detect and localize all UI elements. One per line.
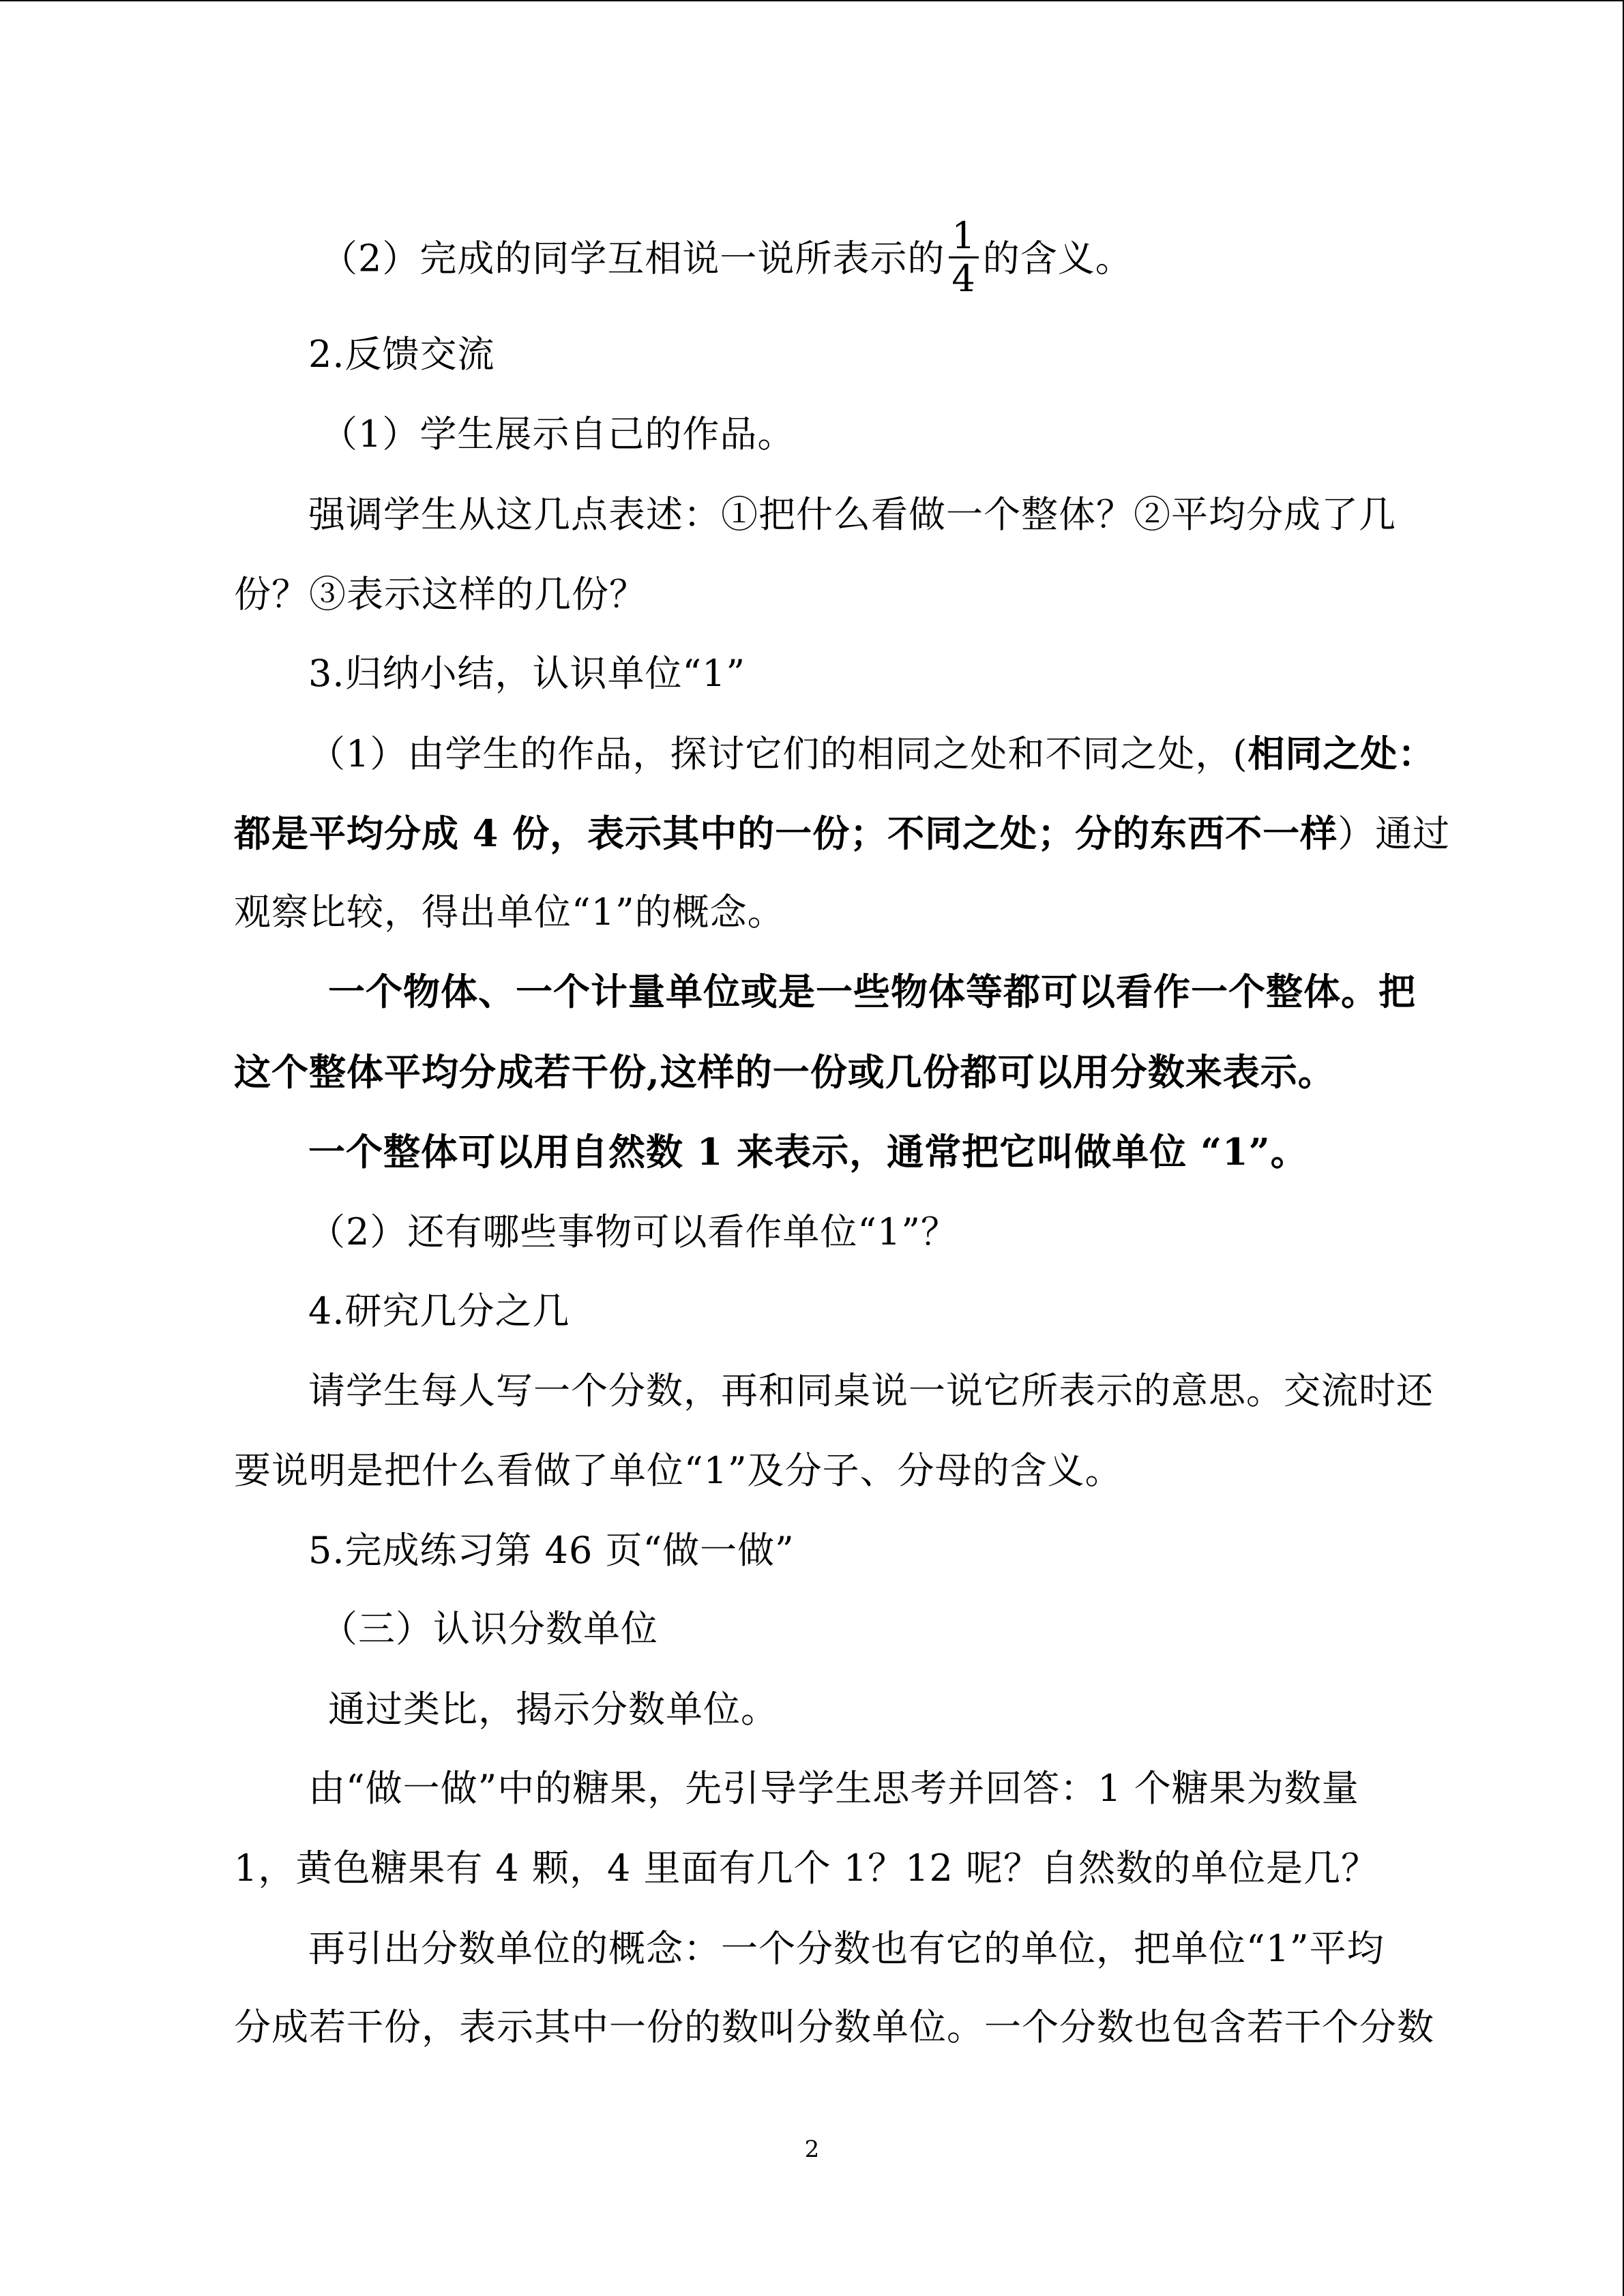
paragraph-line: 份？③表示这样的几份？ <box>234 573 647 616</box>
fraction <box>949 215 978 299</box>
bold-text-run: 相同之处： <box>1247 732 1436 775</box>
paragraph-line: 观察比较，得出单位“1”的概念。 <box>234 891 785 934</box>
paragraph-line: 再引出分数单位的概念：一个分数也有它的单位，把单位“1”平均 <box>308 1927 1385 1970</box>
paragraph-line <box>234 809 1450 858</box>
paragraph-line: 1，黄色糖果有 4 颗，4 里面有几个 1？12 呢？自然数的单位是几？ <box>234 1847 1378 1890</box>
bold-paragraph-line: 一个整体可以用自然数 1 来表示，通常把它叫做单位 “1”。 <box>308 1130 1308 1174</box>
text-run: （2）完成的同学互相说一说所表示的 <box>321 237 945 280</box>
paragraph-line: 分成若干份，表示其中一份的数叫分数单位。一个分数也包含若干个分数 <box>234 2006 1434 2048</box>
paragraph-line: 通过类比，揭示分数单位。 <box>328 1688 778 1731</box>
text-run: 的含义。 <box>982 237 1133 280</box>
section-heading: 3.归纳小结，认识单位“1” <box>308 652 746 695</box>
text-run: ）通过 <box>1338 812 1451 855</box>
bold-paragraph-line: 一个物体、一个计量单位或是一些物体等都可以看作一个整体。把 <box>328 970 1416 1013</box>
paragraph-line: 由“做一做”中的糖果，先引导学生思考并回答：1 个糖果为数量 <box>308 1767 1359 1810</box>
fraction-denominator: 4 <box>951 257 976 300</box>
paragraph-line <box>308 730 1435 778</box>
paragraph-line: 要说明是把什么看做了单位“1”及分子、分母的含义。 <box>234 1449 1123 1492</box>
text-run: （1）由学生的作品，探讨它们的相同之处和不同之处，( <box>308 732 1248 775</box>
paragraph-line: 强调学生从这几点表述：①把什么看做一个整体？②平均分成了几 <box>308 493 1396 536</box>
section-heading: 2.反馈交流 <box>308 333 495 376</box>
paragraph-line: （1）学生展示自己的作品。 <box>321 413 795 456</box>
section-heading: （三）认识分数单位 <box>321 1607 658 1650</box>
paragraph-line <box>321 214 1133 303</box>
bold-paragraph-line: 这个整体平均分成若干份,这样的一份或几份都可以用分数来表示。 <box>234 1050 1335 1094</box>
page-number: 2 <box>804 2136 820 2163</box>
paragraph-line: （2）还有哪些事物可以看作单位“1”？ <box>308 1210 958 1253</box>
section-heading: 4.研究几分之几 <box>308 1289 570 1332</box>
paragraph-line: 请学生每人写一个分数，再和同桌说一说它所表示的意思。交流时还 <box>308 1369 1434 1412</box>
section-heading: 5.完成练习第 46 页“做一做” <box>308 1529 795 1572</box>
fraction-numerator: 1 <box>949 215 978 258</box>
bold-text-run: 都是平均分成 4 份，表示其中的一份；不同之处；分的东西不一样 <box>234 811 1338 855</box>
